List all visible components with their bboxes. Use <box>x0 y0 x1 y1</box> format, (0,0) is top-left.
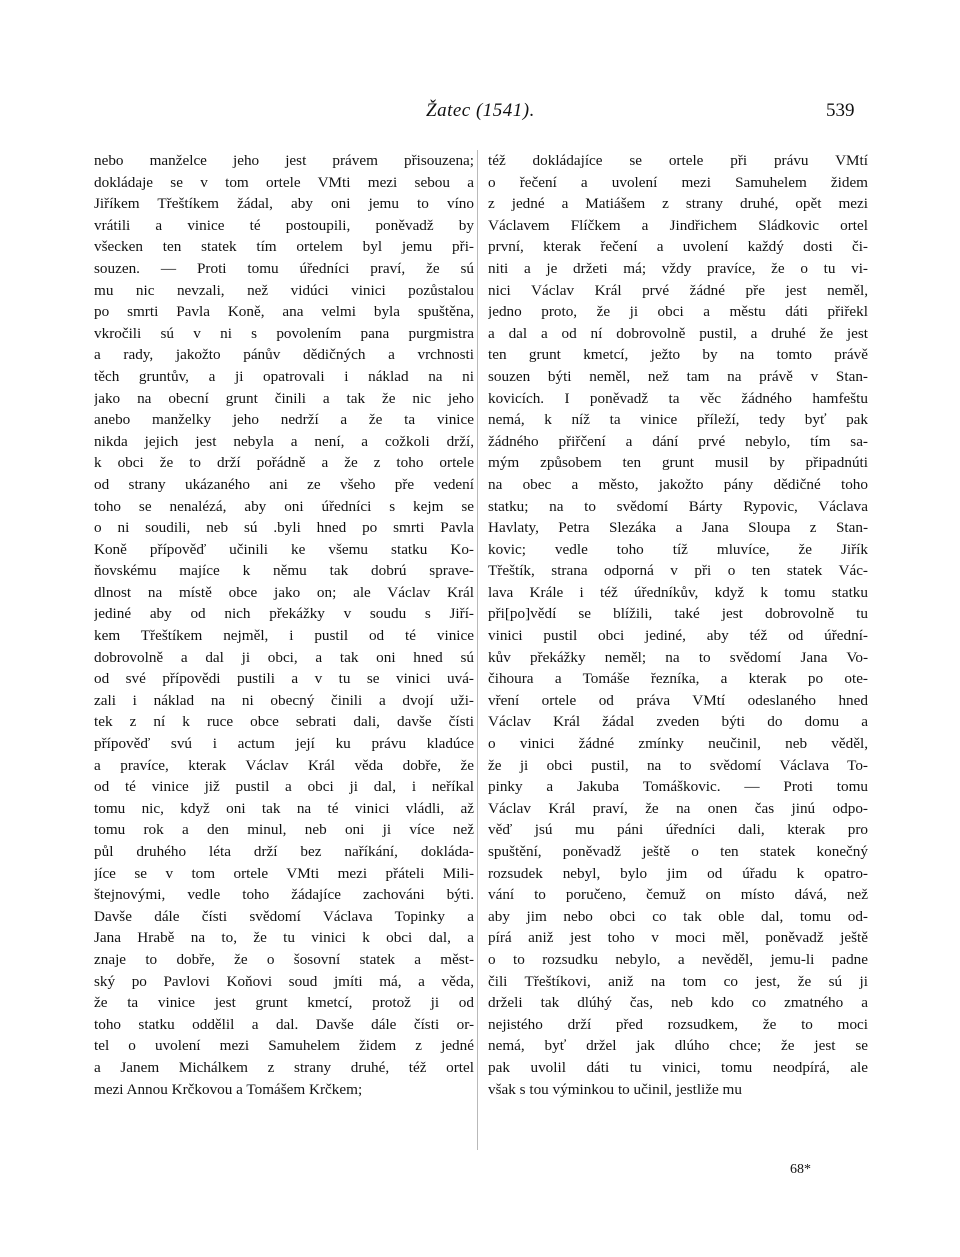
text-line: o to rozsudku nebylo, a nevěděl, jemu-li padne <box>488 950 868 968</box>
text-line: nemá, byť držel jak dlúho chce; že jest se <box>488 1037 868 1055</box>
text-line: kův překážky neměl; na to svědomí Jana Vo- <box>488 648 868 666</box>
text-line: těch gruntův, a ji opatrovali i náklad na ni <box>94 367 474 385</box>
text-line: nemá, k níž ta vinice příleží, tedy byť pak <box>488 411 868 429</box>
text-line: souzen. — Proti tomu úředníci praví, že sú <box>94 259 474 277</box>
right-text-column <box>488 150 868 1100</box>
text-line: drželi tak dlúhý čas, neb kdo co zmatného a <box>488 994 868 1012</box>
text-line: vkročili sú v ni s povolením pana purgmistra <box>94 324 474 342</box>
text-line: též dokládajíce se ortele při právu VMtí <box>488 152 868 169</box>
left-text-column <box>94 150 474 1100</box>
text-line: o ni soudili, neb sú .byli hned po smrti Pavla <box>94 519 474 537</box>
text-line: vření ortele od práva VMtí odeslaného hned <box>488 691 868 709</box>
text-line: jíce se v tom ortele VMti mezi přáteli Mili- <box>94 864 474 882</box>
text-line: aby jim nebo obci co tak oble dal, tomu od- <box>488 907 868 925</box>
text-line: Havlaty, Petra Slezáka a Jana Sloupa z Stan- <box>488 519 868 537</box>
text-line: dokládaje se v tom ortele VMti mezi sebou a <box>94 173 474 191</box>
text-line: Václav Král žádal zveden býti do domu a <box>488 713 868 731</box>
text-line: čili Třeštíkovi, aniž na tom co jest, že sú ji <box>488 972 868 990</box>
text-line: čihoura a Tomáše řezníka, a kterak po ote- <box>488 670 868 688</box>
text-line: všecken ten statek tím ortelem byl jemu při- <box>94 238 474 256</box>
text-line: pírá aniž jest toho v moci měl, poněvadž ještě <box>488 929 868 947</box>
text-line: Davše dále čísti svědomí Václava Topinky a <box>94 907 474 925</box>
text-line: po smrti Pavla Koně, ana velmi byla spuštěna, <box>94 303 474 321</box>
text-line: žádného přiřčení a dání prvé nebylo, tím sa- <box>488 432 868 450</box>
text-line: mu nic nevzali, než vidúci vinici pozůstalou <box>94 281 474 299</box>
text-line: kovic; vedle toho tíž mluvíce, že Jiřík <box>488 540 868 558</box>
text-line: k obci že to drží pořádně a že z toho ortele <box>94 454 474 472</box>
text-line: o vinici žádné zmínky neučinil, neb věděl, <box>488 735 868 753</box>
text-line: anebo manželky jeho nedrží a že ta vinice <box>94 411 474 429</box>
text-line: tomu rok a den minul, neb oni ji více než <box>94 821 474 839</box>
text-line: tek z ní k ruce obce sebrati dali, davše čísti <box>94 713 474 731</box>
text-line: však s tou výminkou to učinil, jestliže mu <box>488 1080 742 1098</box>
text-line: pinky a Jakuba Tomáškovic. — Proti tomu <box>488 778 868 796</box>
text-line: že ji obci pustil, na to svědomí Václava To- <box>488 756 868 774</box>
text-line: vrátili a vinice té postoupili, poněvadž by <box>94 216 474 234</box>
text-line: souzen býti neměl, než tam na právě v Stan- <box>488 367 868 385</box>
text-line: kovicích. I poněvadž ta věc žádného hamfeštu <box>488 389 868 407</box>
text-line: na obec a město, jakožto pány dědičné toho <box>488 475 868 493</box>
text-line: první, kterak řečení a uvolení každý dosti či- <box>488 238 868 256</box>
text-line: a rady, jakožto pánův dědičných a vrchnosti <box>94 346 474 364</box>
text-line: z jedné a Matiášem z strany druhé, opět mezi <box>488 195 868 213</box>
text-line: dlnost na místě obce jako on; ale Václav Král <box>94 583 474 601</box>
text-line: vání to poručeno, čemuž on místo dává, než <box>488 886 868 904</box>
text-line: ňovskému majíce k němu tak dobrú sprave- <box>94 562 474 580</box>
text-line: od strany ukázaného ani ze všeho pře vedení <box>94 475 474 493</box>
text-line: jedno proto, že ji obci a městu dáti přiřekl <box>488 303 868 321</box>
column-divider <box>477 150 478 1150</box>
text-line: ský po Pavlovi Koňovi soud jmíti má, a věda, <box>94 972 474 990</box>
text-line: Václav Král praví, že na onen čas jinú odpo- <box>488 799 868 817</box>
text-line: nici Václav Král prvé žádné pře jest neměl, <box>488 281 868 299</box>
text-line: vinici pustil obci jediné, aby též od úřední- <box>488 627 868 645</box>
running-head <box>0 100 960 130</box>
text-line: od té vinice již pustil a obci ji dal, i neříkal <box>94 778 474 796</box>
text-line: tomu nic, když oni tak na té vinici vládli, až <box>94 799 474 817</box>
text-line: nejistého drží před rozsudkem, že to moci <box>488 1015 868 1033</box>
text-line: přípověď svú i actum její ku právu kladúce <box>94 735 474 753</box>
text-line: niti a je držeti má; vždy pravíce, že o tu vi- <box>488 259 868 277</box>
text-line: mezi Annou Krčkovou a Tomášem Krčkem; <box>94 1080 363 1098</box>
text-line: lava Krále i též úředníkův, když k tomu statku <box>488 583 868 601</box>
text-line: věď jsú mu páni úředníci dali, kterak pro <box>488 821 868 839</box>
text-line: statku; na to svědomí Bárty Rypovic, Václava <box>488 497 868 515</box>
text-line: znaje to dobře, že o šosovní statek a měst- <box>94 950 474 968</box>
text-line: rozsudek nebyl, bylo jim od úřadu k opatro- <box>488 864 868 882</box>
text-line: tel o uvolení mezi Samuhelem židem z jedné <box>94 1037 474 1055</box>
text-line: spuštění, poněvadž ještě o ten statek konečný <box>488 843 868 860</box>
text-line: nebo manželce jeho jest právem přisouzena; <box>94 152 474 169</box>
text-line: o řečení a uvolení mezi Samuhelem židem <box>488 173 868 191</box>
text-line: mým způsobem ten grunt musil by připadnúti <box>488 454 868 472</box>
text-line: Jiříkem Třeštíkem žádal, aby oni jemu to víno <box>94 195 474 213</box>
text-line: při[po]vědí se blížili, také jest dobrovolně tu <box>488 605 868 623</box>
text-line: jako na obecní grunt činili a tak že nic jeho <box>94 389 474 407</box>
printer-signature-mark: 68* <box>790 1162 811 1177</box>
text-line: jediné aby od nich překážky v soudu s Jiří- <box>94 605 474 623</box>
text-line: ten grunt kmetcí, ježto by na tomto právě <box>488 346 868 364</box>
text-line: kem Třeštíkem nejměl, i pustil od té vinice <box>94 627 474 645</box>
running-title: Žatec (1541). <box>426 100 535 121</box>
text-line: Koně přípověď učinili ke všemu statku Ko- <box>94 540 474 558</box>
text-line: Jana Hrabě na to, že tu vinici k obci dal, a <box>94 929 474 947</box>
text-line: pak uvolil dáti tu vinici, tomu neodpírá, ale <box>488 1058 868 1076</box>
text-line: dobrovolně a dal ji obci, a tak oni hned sú <box>94 648 474 666</box>
text-line: půl druhého léta drží bez naříkání, dokláda- <box>94 843 474 860</box>
text-line: že ta vinice jest grunt kmetcí, protož ji od <box>94 994 474 1012</box>
text-line: Václavem Flíčkem a Jindřichem Sládkovic ortel <box>488 216 868 234</box>
text-line: a Janem Michálkem z strany druhé, též ortel <box>94 1058 474 1076</box>
text-line: od své přípovědi pustili a v tu se vinici uvá- <box>94 670 474 688</box>
text-line: Třeštík, strana odporná v při o ten statek Vác- <box>488 562 868 580</box>
text-line: štejnovými, vedle toho žádajíce zachováni býti. <box>94 886 474 904</box>
text-line: nikda jejich jest nebyla a není, a cožkoli drží, <box>94 432 474 450</box>
text-line: toho statku oddělil a dal. Davše dále čísti or- <box>94 1015 474 1033</box>
page-number: 539 <box>826 100 855 121</box>
text-line: a dal a od ní dobrovolně pustil, a druhé že jest <box>488 324 868 342</box>
text-line: toho se nenalézá, aby oni úředníci s kejm se <box>94 497 474 515</box>
text-line: a pravíce, kterak Václav Král věda dobře, že <box>94 756 474 774</box>
text-line: zali i náklad na ni obecný činili a dvojí uži- <box>94 691 474 709</box>
